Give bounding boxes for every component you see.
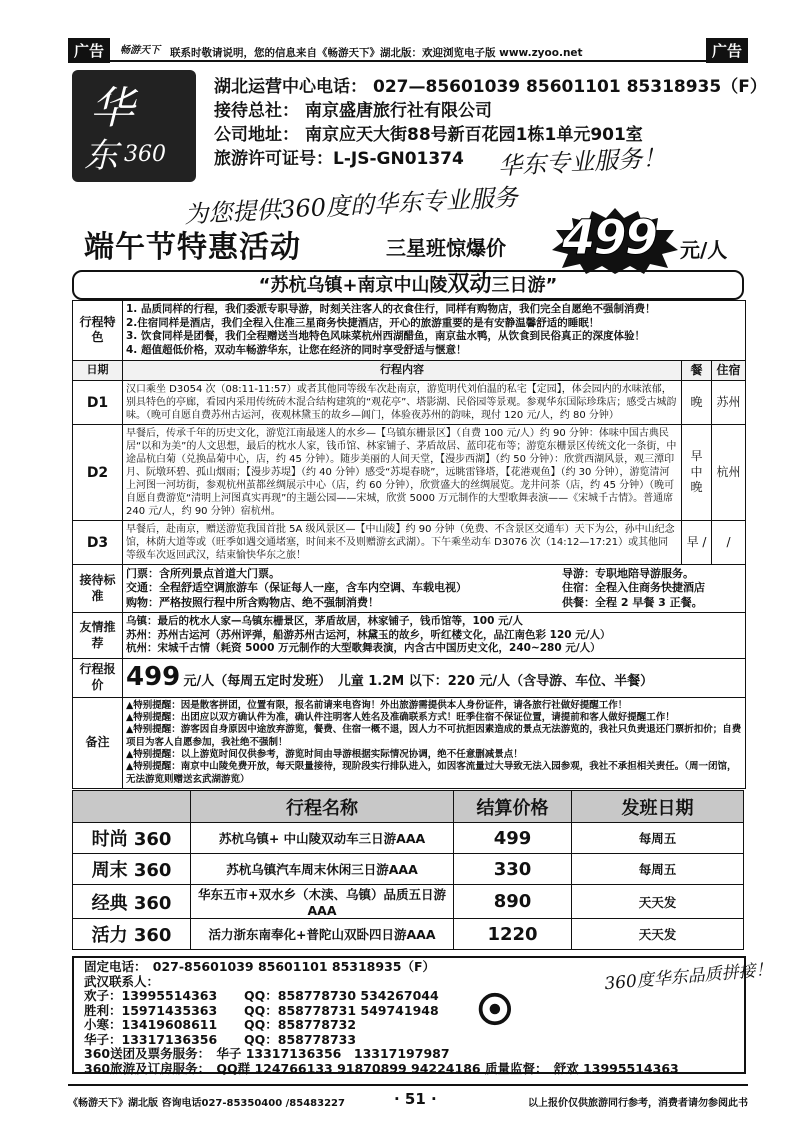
feature-item: 2.住宿同样是酒店，我们全程入住准三星商务快捷酒店，开心的旅游重要的是有安静温馨舒适的睡眠！ [126,316,600,329]
top-bar [68,40,748,62]
promo-price: 499 [562,210,657,266]
price-big: 499 [126,661,181,692]
price-row [73,658,746,697]
contact-person [84,1033,734,1048]
handwritten-slogan-360: 为您提供360度的华东专业服务 [183,183,519,229]
contact-slogan: 360度华东品质拼接！ [603,959,774,995]
route-title [72,270,744,300]
promo-banner [68,210,748,278]
qq-label: QQ： [244,1031,278,1047]
summary-col-price: 结算价格 [454,791,572,823]
standard-left: 门票：含所列景点首道大门票。 [126,567,280,581]
col-stay: 住宿 [712,360,746,381]
features-row [73,301,746,361]
logo-hua: 华 [90,83,134,134]
standard-row [73,565,746,613]
route-summary-table [72,790,744,950]
standard-left: 购物：严格按照行程中所含购物店、绝不强制消费！ [126,595,379,609]
promo-title: 端午节特惠活动 [84,230,301,265]
qq-label: QQ： [244,988,278,1003]
page-number: · 51 · [394,1090,437,1108]
standard-item [126,596,742,610]
logo-360: 360 [124,142,166,167]
standard-right: 导游：专职地陪导游服务。 [562,567,694,581]
agency-value: 南京盛唐旅行社有限公司 [305,101,492,121]
day-row [73,425,746,521]
product-price: 499 [454,823,572,854]
note-item: ▲特别提醒：以上游览时间仅供参考，游览时间由导游根据实际情况协调，绝不任意删减景点！ [126,749,523,761]
page-footer [68,1084,748,1108]
phone-line [214,72,767,97]
standard-right: 供餐：全程 2 早餐 3 正餐。 [562,595,703,609]
license-value: L-JS-GN01374 [333,149,464,169]
product-name: 活力 360 [73,919,191,950]
person-phone: 13419608611 [121,1017,218,1032]
day-stay: / [712,521,746,565]
booking-service: 360旅游及订房服务： QQ群 124766133 91870899 94224186 质量监督： 舒欢 13995514363 [84,1060,679,1076]
product-name: 时尚 360 [73,823,191,854]
product-price: 890 [454,885,572,919]
ticket-service: 360送团及票务服务： 华子 13317136356 13317197987 [84,1046,450,1061]
ad-tag-left: 广告 [68,38,110,63]
product-name: 经典 360 [73,885,191,919]
person-name: 欢子： [84,988,122,1003]
qq-label: QQ： [244,1017,278,1032]
person-name: 华子： [84,1031,122,1047]
recommend-cell [123,613,746,659]
fixed-phone: 固定电话： 027-85601039 85601101 85318935（F） [84,959,436,974]
summary-corner [73,791,191,823]
day-stay: 苏州 [712,381,746,425]
handwritten-slogan-pro: 华东专业服务！ [497,143,667,181]
standard-item [126,567,742,581]
promo-price-unit: 元/人 [680,238,728,262]
product-date: 天天发 [572,919,744,950]
person-phone: 13317136356 [121,1031,218,1047]
footer-publisher: 《畅游天下》湖北版 咨询电话027-85350400 /85483227 [68,1098,345,1109]
summary-col-date: 发班日期 [572,791,744,823]
feature-item: 4. 超值超低价格，双动车畅游华东，让您在经济的同时享受舒适与惬意！ [126,343,467,356]
features-label: 行程特色 [73,301,123,361]
standard-right: 住宿：全程入住商务快捷酒店 [562,581,705,595]
ad-tag-right: 广告 [706,38,748,63]
price-detail: 元/人（每周五定时发班） 儿童 1.2M 以下：220 元/人（含导游、车位、半餐） [183,673,654,689]
person-phone: 15971435363 [121,1002,218,1018]
contact-person [84,1004,734,1019]
huadong-360-logo [72,70,196,182]
recommend-item: 苏州：苏州古运河（苏州评弹，船游苏州古运河，林黛玉的故乡，听红楼文化，品江南色彩 120 元/人） [126,628,611,641]
notes-label: 备注 [73,697,123,788]
promo-subtitle: 三星班惊爆价 [386,236,506,260]
day-meal: 早 中 晚 [682,425,712,521]
contact-block [72,956,774,1076]
recommend-label: 友情推荐 [73,613,123,659]
note-item: ▲特别提醒：出团应以双方确认件为准，确认件注明客人姓名及准确联系方式！旺季住宿不保证位置，请提前和客人做好提醒工作！ [126,712,675,724]
day-stay: 杭州 [712,425,746,521]
day-content: 汉口乘坐 D3054 次（08:11-11:57）或者其他同等级车次赴南京，游览明代刘伯温的私宅【定园】，体会园内的水味浓郁，别具特色的亭廊，看园内采用传统砖木混合结构建筑的“观花亭”、塔影湖、民俗园等景观。参观华东国际珍珠店；感受古城韵味。（晚可自愿自费苏州古运河，夜观林黛玉的故乡—阊门，体验夜苏州的韵味，现付 120 元/人，约 80 分钟） [123,381,682,425]
standard-left: 交通：全程舒适空调旅游车（保证每人一座，含车内空调、车载电视） [126,581,467,595]
summary-header-row [73,791,744,823]
summary-col-name: 行程名称 [191,791,454,823]
person-qq: 858778733 [277,1031,357,1047]
person-qq: 858778731 549741948 [277,1002,439,1018]
col-content: 行程内容 [123,360,682,381]
note-item: ▲特别提醒：因是散客拼团，位置有限，报名前请来电咨询！外出旅游需提供本人身份证件，请各旅行社做好提醒工作！ [126,699,628,711]
license-label: 旅游许可证号： [214,149,333,169]
person-name: 小寒： [84,1017,122,1032]
day-meal: 晚 [682,381,712,425]
itinerary-header-row [73,360,746,381]
route-title-suffix: 三日游” [491,275,558,296]
standard-item [126,581,742,595]
day-label: D2 [73,425,123,521]
license-line [214,144,464,169]
phone-value: 027—85601039 85601101 85318935（F） [373,77,767,97]
person-phone: 13995514363 [121,988,218,1003]
footer-disclaimer: 以上报价仅供旅游同行参考，消费者请勿参阅此书 [528,1098,748,1109]
person-qq: 858778732 [277,1017,357,1032]
route-title-emphasis: 双动 [447,272,492,297]
day-row [73,381,746,425]
day-label: D1 [73,381,123,425]
product-price: 1220 [454,919,572,950]
product-route: 华东五市+双水乡（木渎、乌镇）品质五日游 AAA [191,885,454,919]
qq-label: QQ： [244,1002,278,1018]
note-item: ▲特别提醒：南京中山陵免费开放，每天限量接待，现阶段实行排队进入，如因客流量过大导致无法入园参观，我社不承担相关责任。（周一闭馆，无法游览则赠送玄武湖游览） [126,761,737,785]
publisher-logo: 畅游天下 [120,45,160,56]
price-label: 行程报价 [73,658,123,697]
summary-row [73,919,744,950]
contact-title: 武汉联系人： [84,973,160,989]
product-date: 每周五 [572,823,744,854]
col-date: 日期 [73,360,123,381]
standard-cell [123,565,746,613]
day-content: 早餐后，赴南京，赠送游览我国首批 5A 级风景区—【中山陵】约 90 分钟（免费、不含景区交通车）天下为公，孙中山纪念馆，林荫大道等或（旺季如遇交通堵塞，时间来不及则赠游玄武湖）。下午乘坐动车 D3076 次（14:12—17:21）或其他同等级车次返回武汉，结束愉快华东之旅！ [123,521,682,565]
product-name: 周末 360 [73,854,191,885]
day-label: D3 [73,521,123,565]
product-route: 活力浙东南奉化+普陀山双卧四日游AAA [191,919,454,950]
route-title-prefix: “苏杭乌镇+南京中山陵 [258,275,448,296]
summary-row [73,885,744,919]
recommend-row [73,613,746,659]
contact-person [84,1018,734,1033]
product-route: 苏杭乌镇+ 中山陵双动车三日游AAA [191,823,454,854]
swirl-logo-icon [478,964,568,1054]
agency-header [68,66,767,184]
person-name: 胜利： [84,1002,122,1018]
logo-dong: 东 [84,136,118,176]
note-item: ▲特别提醒：游客因自身原因中途放弃游览，餐费、住宿一概不退，因人力不可抗拒因素造成的景点无法游览的，我社只负责退还门票折扣价；自费项目为客人自愿参加，我社绝不强制！ [126,724,742,748]
top-notice: 联系时敬请说明，您的信息来自《畅游天下》湖北版：欢迎浏览电子版 www.zyoo.net [170,47,583,59]
agency-line [214,96,492,121]
product-date: 每周五 [572,854,744,885]
standard-label: 接待标准 [73,565,123,613]
product-date: 天天发 [572,885,744,919]
recommend-item: 杭州：宋城千古情（耗资 5000 万元制作的大型歌舞表演，内含古中国历史文化，240~280 元/人） [126,642,601,655]
day-row [73,521,746,565]
summary-row [73,854,744,885]
person-qq: 858778730 534267044 [277,988,439,1003]
day-meal: 早 / [682,521,712,565]
day-content: 早餐后，传承千年的历史文化，游览江南最迷人的水乡—【乌镇东栅景区】（自费 100 元/人）约 90 分钟：体味中国古典民居“以和为美”的人文思想，最后的枕水人家，钱币馆、林家铺子、茅盾故居、蓝印花布等；游览东栅景区传统文化一条街，中途品杭白菊（兑换品菊中心，店，约 45 分钟）。随步美丽的人间天堂，【漫步西湖】（约 50 分钟）：欣赏西湖风景，观三潭印月、阮墩环碧、孤山烟雨；【漫步苏堤】（约 40 分钟）感受“苏堤春晓”，远眺雷锋塔，【花港观鱼】（约 30 分钟），游览清河上河图一河坊街，参观杭州茧都丝绸展示中心（店，约 60 分钟），欣赏盛大的丝绸展览。龙井问茶（店，约 45 分钟）（晚可自愿自费游览“清明上河图真实再现”的主题公园——宋城，欣赏 5000 万元制作的大型歌舞表演——《宋城千古情》。普通席 240 元/人，约 90 分钟）宿杭州。 [123,425,682,521]
feature-item: 3. 饮食同样是团餐，我们全程赠送当地特色风味菜杭州西湖醋鱼，南京盐水鸭，从饮食到民俗真正的深度体验！ [126,330,645,343]
agency-label: 接待总社： [214,101,299,121]
itinerary-table [72,300,746,789]
notes-row [73,697,746,788]
notes-cell [123,697,746,788]
features-cell [123,301,746,361]
feature-item: 1. 品质同样的行程，我们委派专职导游，时刻关注客人的衣食住行，同样有购物店，我们完全自愿绝不强制消费！ [126,303,656,315]
address-label: 公司地址： [214,125,299,145]
product-route: 苏杭乌镇汽车周末休闲三日游AAA [191,854,454,885]
phone-label: 湖北运营中心电话： [214,77,367,97]
product-price: 330 [454,854,572,885]
price-cell [123,658,746,697]
summary-row [73,823,744,854]
col-meal: 餐 [682,360,712,381]
recommend-item: 乌镇：最后的枕水人家—乌镇东栅景区，茅盾故居，林家铺子，钱币馆等，100 元/人 [126,615,523,628]
address-value: 南京应天大街88号新百花园1栋1单元901室 [305,125,643,145]
